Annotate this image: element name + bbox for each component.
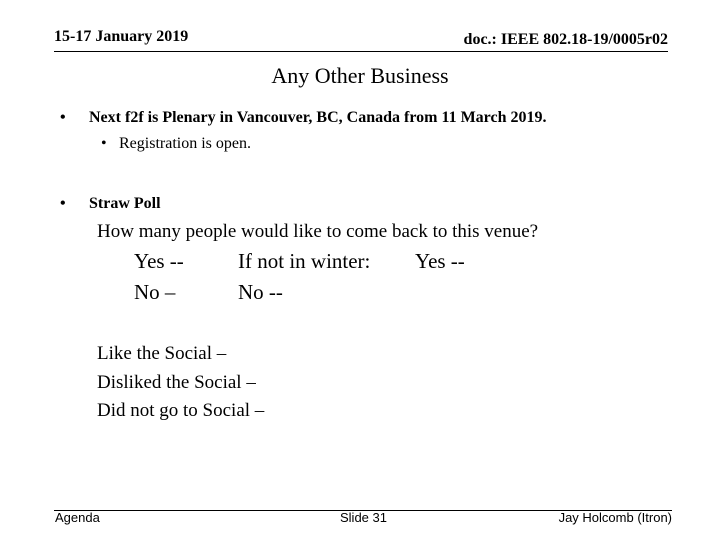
footer-author: Jay Holcomb (Itron) [558, 510, 672, 525]
footer-slide-number: Slide 31 [340, 510, 387, 525]
sub-bullet-marker: • [101, 135, 107, 152]
header-doc-id: doc.: IEEE 802.18-19/0005r02 [463, 31, 668, 48]
poll-winter-no: No -- [238, 280, 283, 304]
social-did-not-go: Did not go to Social – [97, 400, 265, 421]
poll-winter-yes: Yes -- [415, 249, 465, 273]
poll-question: How many people would like to come back to this venue? [97, 221, 539, 242]
bullet-straw-poll: Straw Poll [89, 195, 161, 212]
header-rule [54, 51, 668, 52]
poll-yes: Yes -- [134, 249, 184, 273]
bullet-next-f2f: Next f2f is Plenary in Vancouver, BC, Canada from 11 March 2019. [89, 109, 547, 126]
slide-title: Any Other Business [271, 63, 449, 88]
header-date: 15-17 January 2019 [54, 28, 189, 45]
bullet-marker-1: • [60, 109, 66, 126]
poll-winter-label: If not in winter: [238, 249, 371, 273]
social-disliked: Disliked the Social – [97, 372, 256, 393]
sub-bullet-registration: Registration is open. [119, 135, 251, 152]
bullet-marker-2: • [60, 195, 66, 212]
poll-no: No – [134, 280, 176, 304]
social-liked: Like the Social – [97, 343, 227, 364]
footer-left: Agenda [55, 510, 100, 525]
